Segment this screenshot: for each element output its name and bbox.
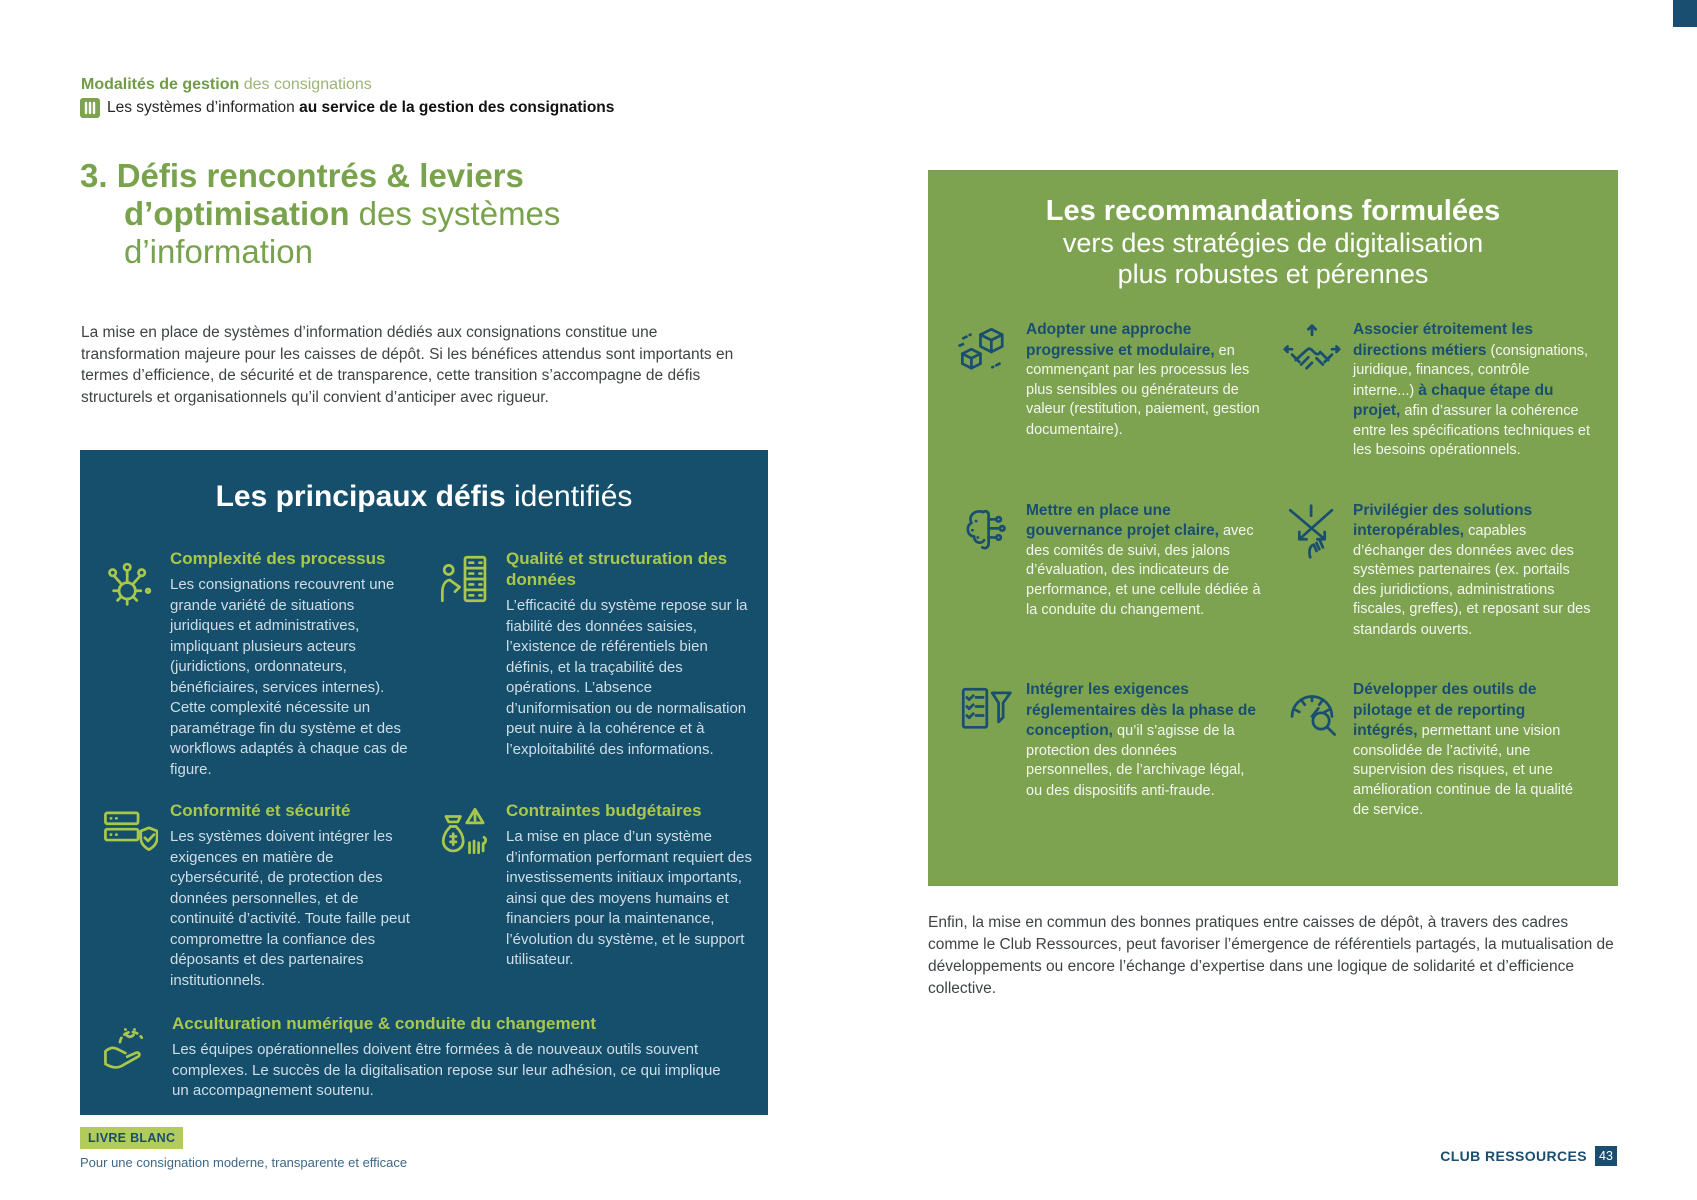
recommendation-item (1281, 501, 1592, 641)
recommendation-lead: Privilégier des solutions interopérables, (1353, 501, 1533, 539)
challenge-text (506, 548, 754, 780)
recommendation-lead: Mettre en place une gouvernance projet claire, (1026, 501, 1219, 539)
challenge-text (170, 800, 418, 991)
recommendation-text (1026, 501, 1264, 641)
brain-circuit-icon (954, 503, 1016, 561)
challenge-body: Les équipes opérationnelles doivent être formées à de nouveaux outils souvent complexes. Le succès de la digitalisation repose sur leur adhésion, ce qui implique un accompagnement soutenu. (172, 1041, 721, 1099)
challenge-item (100, 800, 422, 991)
challenge-title: Conformité et sécurité (170, 801, 351, 820)
page-title-line2-light: des systèmes (349, 195, 561, 232)
kicker-text (107, 99, 614, 117)
intro-paragraph: La mise en place de systèmes d’information dédiés aux consignations constitue une transformation majeure pour les caisses de dépôt. Si les bénéfices attendus sont importants en termes d’efficience, de sécurité et de transparence, cette transition s’accompagne de défis structurels et organisationnels qu’il convient d’anticiper avec rigueur. (81, 324, 734, 406)
page-title-line1: 3. Défis rencontrés & leviers (80, 157, 524, 194)
recommendation-body: avec des comités de suivi, des jalons d’évaluation, des indicateurs de performance, et une cellule dédiée à la conduite du changement. (1026, 523, 1261, 618)
challenge-text (170, 548, 418, 780)
challenge-body: Les consignations recouvrent une grande variété de situations juridiques et administratives, impliquant plusieurs acteurs (juridictions, ordonnateurs, bénéficiaires, services internes). Cette complexité nécessite un paramétrage fin du système et des workflows adaptés à chaque cas de figure. (170, 576, 408, 778)
recommendation-text (1026, 320, 1264, 461)
recommendation-text (1353, 680, 1591, 821)
interoperability-icon (1281, 503, 1343, 561)
recommendations-title-line2: vers des stratégies de digitalisation (1062, 228, 1484, 258)
recommendation-item (954, 320, 1265, 461)
challenge-title: Qualité et structuration des données (506, 549, 728, 589)
recommendation-lead: Associer étroitement les directions métiers (1353, 321, 1534, 359)
process-complexity-icon (100, 550, 158, 608)
challenges-title-light: identifiés (505, 480, 633, 513)
challenge-text (172, 1013, 738, 1102)
recommendations-title-line1: Les recommandations formulées (1045, 195, 1501, 227)
livre-blanc-badge: LIVRE BLANC (80, 1127, 183, 1149)
page-title (80, 157, 560, 271)
page-title-line3: d’information (124, 233, 313, 270)
page-number: 43 (1595, 1146, 1617, 1166)
handshake-arrows-icon (1281, 322, 1343, 380)
challenge-title: Contraintes budgétaires (506, 801, 702, 820)
corner-tab (1673, 0, 1697, 27)
recommendations-title (928, 170, 1618, 290)
challenge-item (436, 800, 758, 991)
eyebrow-light: des consignations (239, 76, 372, 93)
recommendations-grid (928, 320, 1618, 821)
recommendation-text (1026, 680, 1264, 821)
challenge-item (100, 548, 422, 780)
recommendation-item (954, 501, 1265, 641)
recommendation-lead: Adopter une approche progressive et modulaire, (1026, 321, 1215, 359)
page-title-line2-bold: d’optimisation (124, 195, 350, 232)
recommendation-text (1353, 320, 1591, 461)
recommendation-body: permettant une vision consolidée de l’activité, une supervision des risques, et une amélioration continue de la qualité de service. (1353, 723, 1574, 818)
recommendation-body: (consignations, juridique, finances, contrôle interne...) (1353, 342, 1589, 399)
closing-paragraph: Enfin, la mise en commun des bonnes pratiques entre caisses de dépôt, à travers des cadres comme le Club Ressources, peut favoriser l’émergence de référentiels partagés, la mutualisation de développements ou encore l’échange d’expertise dans une logique de solidarité et d’efficience collective. (928, 914, 1614, 997)
page-title-line2 (80, 195, 560, 233)
kicker-plain: Les systèmes d’information (107, 99, 295, 116)
challenge-title: Acculturation numérique & conduite du changement (172, 1014, 597, 1033)
modular-cubes-icon (954, 322, 1016, 380)
kicker-bold: au service de la gestion des consignations (294, 99, 615, 116)
challenge-item (436, 548, 758, 780)
recommendation-lead: Intégrer les exigences réglementaires dès la phase de conception, (1026, 681, 1257, 739)
recommendation-lead: à chaque étape du projet, (1353, 381, 1554, 419)
challenge-body: L’efficacité du système repose sur la fiabilité des données saisies, l’existence de référentiels bien définis, et la traçabilité des opérations. L’absence d’uniformisation ou de normalisation peut nuire à la cohérence et à l’exploitabilité des informations. (506, 597, 748, 758)
challenges-panel (80, 450, 768, 1115)
recommendation-item (954, 680, 1265, 821)
recommendation-body: afin d’assurer la cohérence entre les spécifications techniques et les besoins opérationnels. (1353, 403, 1590, 458)
recommendation-body: capables d’échanger des données avec des systèmes partenaires (ex. portails des juridictions, administrations fiscales, greffes), et reposant sur des standards ouverts. (1353, 523, 1591, 638)
recommendation-body: qu’il s’agisse de la protection des données personnelles, de l’archivage légal, ou des dispositifs anti-fraude. (1026, 723, 1245, 799)
challenge-body: Les systèmes doivent intégrer les exigences en matière de cybersécurité, de protection des données personnelles, et de continuité d’activité. Toute faille peut compromettre la confiance des déposants et des partenaires institutionnels. (170, 828, 410, 989)
challenge-text (506, 800, 754, 991)
digital-adoption-icon (100, 1015, 158, 1073)
challenges-title-bold: Les principaux défis (215, 480, 506, 513)
recommendation-item (1281, 680, 1592, 821)
recommendation-lead: Développer des outils de pilotage et de reporting intégrés, (1353, 681, 1537, 739)
recommendations-panel (928, 170, 1618, 886)
footer-tagline: Pour une consignation moderne, transparente et efficace (80, 1155, 408, 1170)
budget-constraints-icon (436, 802, 494, 860)
challenge-title: Complexité des processus (170, 549, 386, 568)
compliance-security-icon (100, 802, 158, 860)
data-structure-icon (436, 550, 494, 608)
regulatory-design-icon (954, 682, 1016, 740)
reporting-tools-icon (1281, 682, 1343, 740)
chapter-kicker (80, 98, 614, 118)
challenge-body: La mise en place d’un système d’information performant requiert des investissements initiaux importants, ainsi que des moyens humains et financiers pour la maintenance, l’évolution du système, et le support utilisateur. (506, 828, 752, 968)
chapter-bars-icon (80, 98, 100, 118)
footer-brand-row (1440, 1146, 1617, 1166)
challenge-item (80, 1013, 768, 1102)
recommendation-text (1353, 501, 1591, 641)
challenges-grid (80, 548, 768, 991)
recommendation-body: en commençant par les processus les plus sensibles ou générateurs de valeur (restitution, paiement, gestion documentaire). (1026, 342, 1260, 438)
footer-brand: CLUB RESSOURCES (1440, 1148, 1587, 1164)
recommendations-title-line3: plus robustes et pérennes (1117, 259, 1429, 289)
section-eyebrow (81, 76, 372, 94)
eyebrow-bold: Modalités de gestion (81, 76, 240, 93)
recommendation-item (1281, 320, 1592, 461)
challenges-title (80, 450, 768, 514)
